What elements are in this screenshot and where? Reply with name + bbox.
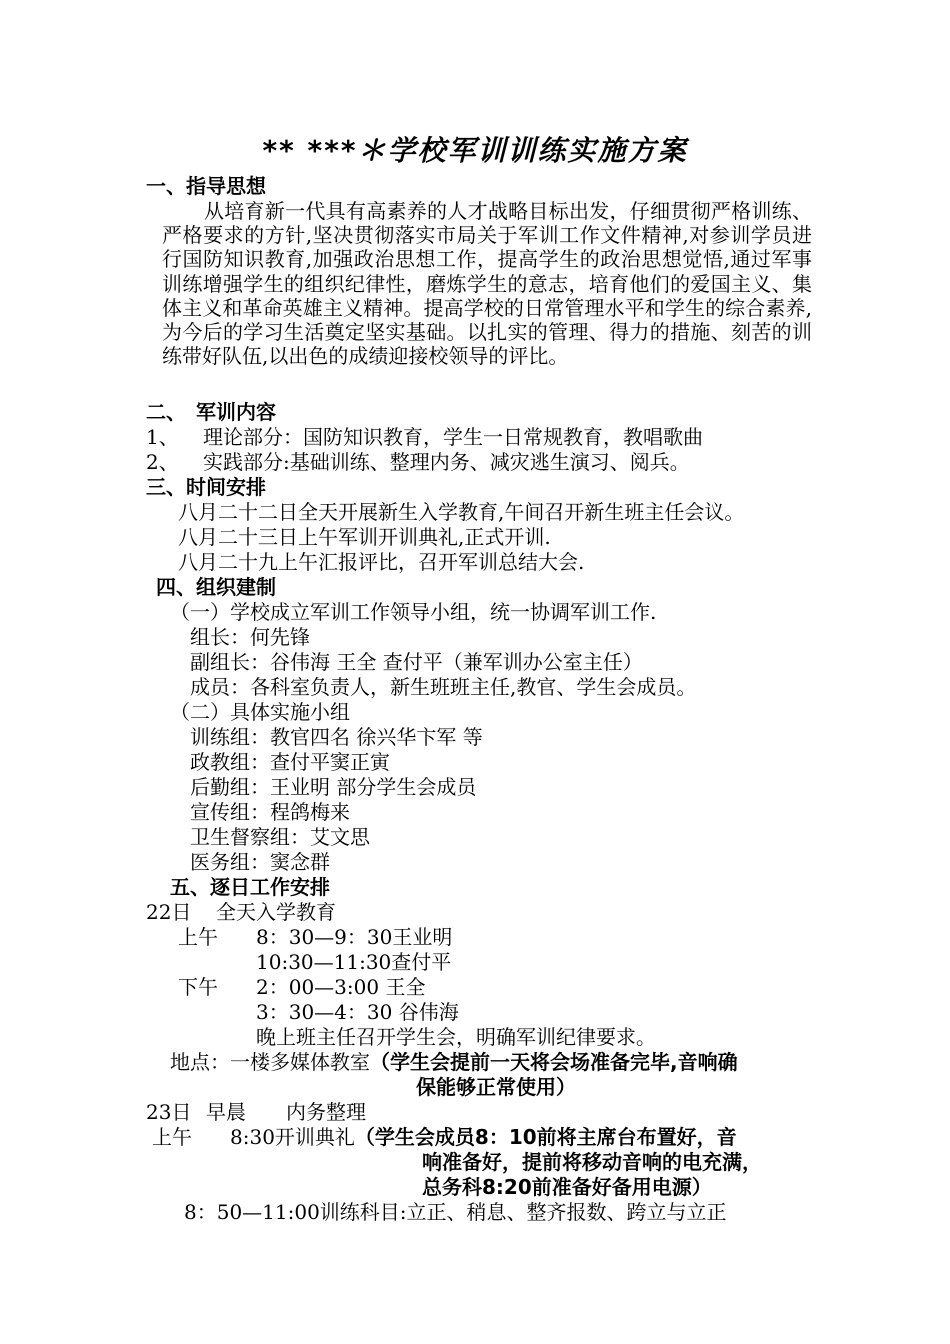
day-23-am-note-cont: 总务科8:20前准备好备用电源） [422,1175,712,1199]
org-group: 训练组：教官四名 徐兴华卞军 等 [190,725,483,749]
org-vice-leader: 副组长：谷伟海 王全 查付平（兼军训办公室主任） [190,650,643,674]
org-subsection-2: （二）具体实施小组 [170,700,350,724]
day-23-am-ceremony [230,1125,737,1149]
org-subsection-1: （一）学校成立军训工作领导小组，统一协调军训工作. [170,600,657,624]
org-group: 医务组：窦念群 [190,850,330,874]
day-22-pm-slot: 3：30—4：30 谷伟海 [256,1000,459,1024]
day-22-evening: 晚上班主任召开学生会，明确军训纪律要求。 [256,1025,656,1049]
org-group: 后勤组：王业明 部分学生会成员 [190,775,477,799]
day-22-am-slot: 10:30—11:30查付平 [256,950,452,974]
day-22-pm-slot: 2：00—3:00 王全 [256,975,426,999]
day-22-label: 22日 [146,900,192,924]
section-5-heading: 五、逐日工作安排 [170,875,330,899]
day-23-morning-label: 早晨 [206,1100,246,1124]
day-23-training: 8：50—11:00训练科目:立正、稍息、整齐报数、跨立与立正 [184,1200,727,1224]
day-22-pm-label: 下午 [178,975,218,999]
day-23-label: 23日 [146,1100,192,1124]
schedule-line: 八月二十二日全天开展新生入学教育,午间召开新生班主任会议。 [178,500,745,524]
content-item-text: 理论部分：国防知识教育，学生一日常规教育，教唱歌曲 [203,425,703,449]
schedule-line: 八月二十九上午汇报评比，召开军训总结大会. [178,550,585,574]
org-leader: 组长：何先锋 [190,625,310,649]
section-3-heading: 三、时间安排 [146,475,266,499]
day-22-place [170,1050,738,1074]
org-group: 宣传组：程鸽梅来 [190,800,350,824]
day-23-am-note-cont: 响准备好，提前将移动音响的电充满， [422,1150,762,1174]
org-group: 政教组：查付平窦正寅 [190,750,390,774]
section-4-heading: 四、组织建制 [156,575,276,599]
section-1-heading: 一、指导思想 [146,174,266,198]
day-22-am-label: 上午 [178,925,218,949]
section-1-paragraph: 从培育新一代具有高素养的人才战略目标出发，仔细贯彻严格训练、严格要求的方针,坚决贯彻落实市局关于军训工作文件精神,对参训学员进行国防知识教育,加强政治思想工作，提高学生的政治思想觉悟,通过军事训练增强学生的组织纪律性，磨炼学生的意志，培育他们的爱国主义、集体主义和革命英雄主义精神。提高学校的日常管理水平和学生的综合素养,为今后的学习生活奠定坚实基础。以扎实的管理、得力的措施、刻苦的训练带好队伍,以出色的成绩迎接校领导的评比。 [162,199,812,369]
day-22-place-note-cont: 保能够正常使用） [416,1075,576,1099]
schedule-line: 八月二十三日上午军训开训典礼,正式开训. [178,525,551,549]
content-item-text: 实践部分:基础训练、整理内务、减灾逃生演习、阅兵。 [203,450,690,474]
org-group: 卫生督察组：艾文思 [190,825,370,849]
section-2-heading: 二、 军训内容 [146,400,276,424]
org-members: 成员：各科室负责人，新生班班主任,教官、学生会成员。 [190,675,697,699]
day-23-am-note: （学生会成员8：10前将主席台布置好，音 [354,1125,737,1149]
day-22-place-label: 地点：一楼多媒体教室 [170,1050,370,1074]
day-23-morning: 内务整理 [286,1100,366,1124]
content-item-number: 1、 [146,425,179,449]
day-23-am-label: 上午 [152,1125,192,1149]
day-22-place-note: （学生会提前一天将会场准备完毕,音响确 [370,1050,738,1074]
day-22-am-slot: 8：30—9：30王业明 [256,925,453,949]
content-item-number: 2、 [146,450,179,474]
document-title: ** ***＊学校军训训练实施方案 [262,134,688,167]
day-22-description: 全天入学教育 [216,900,336,924]
day-23-am-time: 8:30开训典礼 [230,1125,355,1149]
